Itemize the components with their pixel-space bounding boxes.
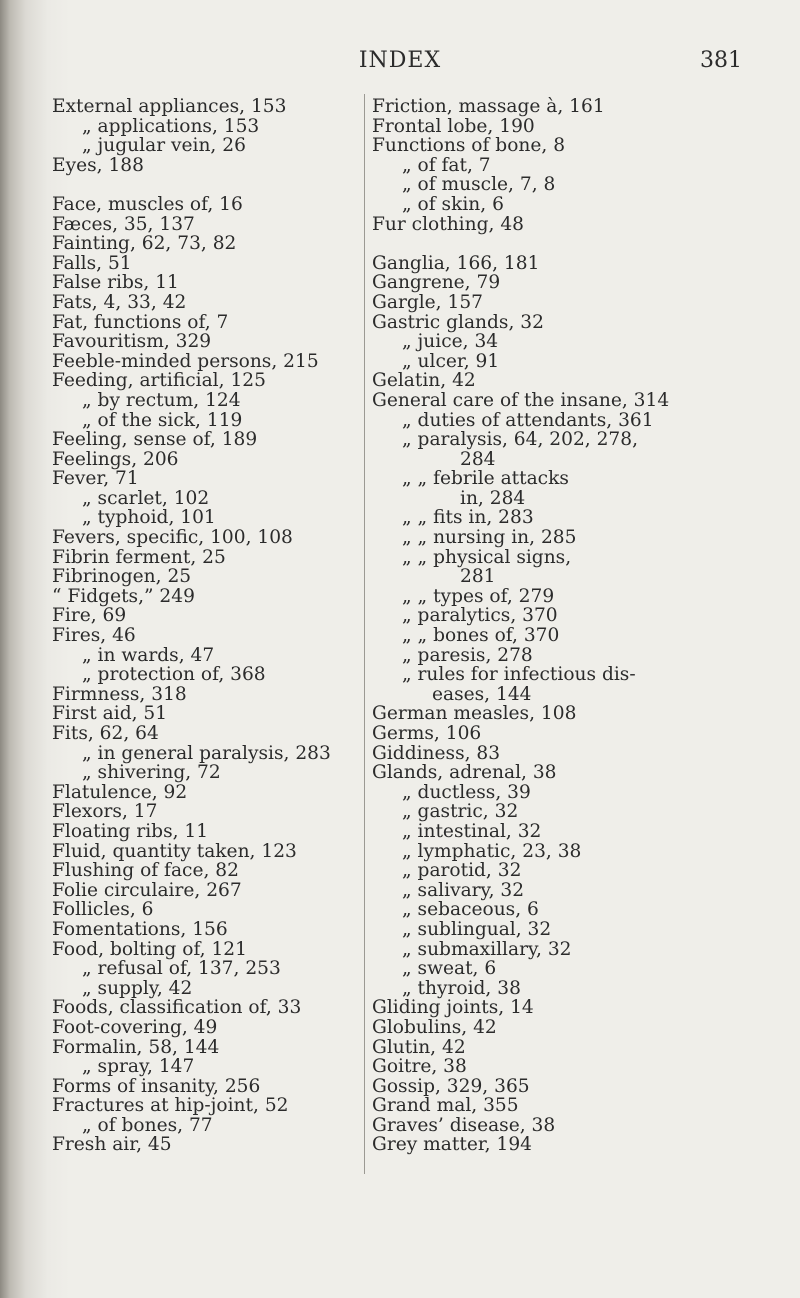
- index-entry: Gargle, 157: [372, 291, 483, 313]
- index-entry: Fevers, specific, 100, 108: [52, 527, 293, 549]
- index-entry: Flushing of face, 82: [52, 860, 239, 882]
- index-entry: Glands, adrenal, 38: [372, 762, 557, 784]
- index-subentry: „ supply, 42: [82, 977, 193, 999]
- index-entry: Fibrinogen, 25: [52, 566, 192, 588]
- index-subentry: „ of muscle, 7, 8: [402, 174, 556, 196]
- index-subentry: „ of bones, 77: [82, 1114, 213, 1136]
- index-subentry: „ scarlet, 102: [82, 487, 210, 509]
- index-entry: Fæces, 35, 137: [52, 213, 195, 235]
- index-entry: Fibrin ferment, 25: [52, 546, 226, 568]
- index-entry: Fainting, 62, 73, 82: [52, 233, 237, 255]
- index-entry: Foot-covering, 49: [52, 1016, 218, 1038]
- page-number: 381: [700, 48, 742, 73]
- index-subentry: „ protection of, 368: [82, 664, 266, 686]
- index-subentry: „ „ febrile attacks: [402, 468, 569, 490]
- index-subentry: „ of the sick, 119: [82, 409, 243, 431]
- index-subentry: „ juice, 34: [402, 331, 499, 353]
- index-entry: Follicles, 6: [52, 899, 154, 921]
- index-subentry: „ shivering, 72: [82, 762, 221, 784]
- index-subentry: „ spray, 147: [82, 1056, 195, 1078]
- index-entry: Flatulence, 92: [52, 781, 188, 803]
- index-entry: Forms of insanity, 256: [52, 1075, 261, 1097]
- index-entry: False ribs, 11: [52, 272, 179, 294]
- index-entry: Fluid, quantity taken, 123: [52, 840, 297, 862]
- index-entry: Food, bolting of, 121: [52, 938, 247, 960]
- index-entry: Fits, 62, 64: [52, 723, 159, 744]
- index-entry: Germs, 106: [372, 723, 482, 744]
- index-continuation: eases, 144: [432, 683, 532, 705]
- index-subentry: „ paralysis, 64, 202, 278,: [402, 429, 638, 451]
- index-subentry: „ submaxillary, 32: [402, 938, 572, 960]
- index-subentry: „ salivary, 32: [402, 879, 525, 901]
- index-entry: Feeling, sense of, 189: [52, 429, 258, 451]
- index-continuation: 284: [460, 448, 496, 470]
- index-entry: Gelatin, 42: [372, 370, 476, 392]
- index-entry: Gangrene, 79: [372, 272, 501, 294]
- index-subentry: „ sublingual, 32: [402, 918, 552, 940]
- index-entry: Grand mal, 355: [372, 1095, 519, 1117]
- index-entry: Goitre, 38: [372, 1056, 467, 1078]
- index-subentry: „ of skin, 6: [402, 193, 504, 215]
- index-subentry: „ „ physical signs,: [402, 546, 572, 568]
- index-subentry: „ sweat, 6: [402, 958, 497, 980]
- index-subentry: „ „ fits in, 283: [402, 507, 534, 529]
- index-entry: Grey matter, 194: [372, 1134, 532, 1156]
- index-column-right: [372, 97, 752, 1155]
- index-entry: Fat, functions of, 7: [52, 311, 229, 333]
- index-entry: Ganglia, 166, 181: [372, 252, 540, 274]
- index-subentry: „ sebaceous, 6: [402, 899, 539, 921]
- index-continuation: 281: [460, 566, 496, 588]
- index-subentry: „ refusal of, 137, 253: [82, 958, 281, 980]
- index-subentry: „ duties of attendants, 361: [402, 409, 654, 431]
- index-entry: Fresh air, 45: [52, 1134, 172, 1156]
- index-subentry: „ „ nursing in, 285: [402, 527, 577, 549]
- index-subentry: „ in general paralysis, 283: [82, 742, 331, 764]
- index-subentry: „ ulcer, 91: [402, 350, 500, 372]
- index-entry: Firmness, 318: [52, 683, 187, 705]
- index-entry: Folie circulaire, 267: [52, 879, 242, 901]
- index-entry: Gossip, 329, 365: [372, 1075, 530, 1097]
- index-subentry: „ parotid, 32: [402, 860, 522, 882]
- index-entry: Falls, 51: [52, 252, 132, 274]
- index-entry: Feeding, artificial, 125: [52, 370, 266, 392]
- index-subentry: „ thyroid, 38: [402, 977, 521, 999]
- index-column-left: [52, 97, 352, 1155]
- index-entry: Feeble-minded persons, 215: [52, 350, 319, 372]
- index-entry: Fomentations, 156: [52, 918, 228, 940]
- section-gap: [372, 234, 752, 254]
- index-entry: Graves’ disease, 38: [372, 1114, 556, 1136]
- index-entry: Giddiness, 83: [372, 742, 501, 764]
- index-entry: Fats, 4, 33, 42: [52, 291, 187, 313]
- index-entry: General care of the insane, 314: [372, 389, 670, 411]
- index-entry: Flexors, 17: [52, 801, 158, 823]
- index-entry: External appliances, 153: [52, 96, 287, 117]
- index-entry: Fever, 71: [52, 468, 139, 490]
- index-entry: Friction, massage à, 161: [372, 96, 605, 117]
- index-subentry: „ „ bones of, 370: [402, 625, 560, 647]
- index-entry: Foods, classification of, 33: [52, 997, 302, 1019]
- index-entry: Globulins, 42: [372, 1016, 497, 1038]
- index-entry: First aid, 51: [52, 703, 168, 725]
- index-subentry: „ „ types of, 279: [402, 585, 555, 607]
- index-subentry: „ by rectum, 124: [82, 389, 241, 411]
- page-header: [0, 48, 800, 78]
- index-entry: Gliding joints, 14: [372, 997, 534, 1019]
- column-divider: [364, 94, 365, 1174]
- index-entry: Favouritism, 329: [52, 331, 212, 353]
- page-title: INDEX: [358, 48, 442, 73]
- index-subentry: „ of fat, 7: [402, 154, 491, 176]
- index-subentry: „ in wards, 47: [82, 644, 215, 666]
- index-subentry: „ paralytics, 370: [402, 605, 558, 627]
- index-entry: Formalin, 58, 144: [52, 1036, 220, 1058]
- index-entry: Fire, 69: [52, 605, 127, 627]
- index-entry: Fractures at hip-joint, 52: [52, 1095, 289, 1117]
- index-entry: Face, muscles of, 16: [52, 193, 243, 215]
- index-entry: Eyes, 188: [52, 154, 144, 176]
- index-entry: Fur clothing, 48: [372, 213, 524, 235]
- index-entry: Floating ribs, 11: [52, 820, 209, 842]
- index-entry: Frontal lobe, 190: [372, 115, 535, 137]
- index-subentry: „ lymphatic, 23, 38: [402, 840, 582, 862]
- index-entry: Functions of bone, 8: [372, 135, 566, 157]
- index-entry: Feelings, 206: [52, 448, 179, 470]
- index-entry: German measles, 108: [372, 703, 577, 725]
- index-subentry: „ intestinal, 32: [402, 820, 542, 842]
- index-entry: Gastric glands, 32: [372, 311, 544, 333]
- index-entry: Glutin, 42: [372, 1036, 466, 1058]
- index-subentry: „ rules for infectious dis-: [402, 664, 636, 686]
- index-entry: “ Fidgets,” 249: [52, 585, 195, 607]
- index-entry: Fires, 46: [52, 625, 136, 647]
- index-subentry: „ applications, 153: [82, 115, 260, 137]
- index-continuation: in, 284: [460, 487, 526, 509]
- index-subentry: „ ductless, 39: [402, 781, 531, 803]
- index-subentry: „ typhoid, 101: [82, 507, 216, 529]
- index-subentry: „ paresis, 278: [402, 644, 533, 666]
- index-subentry: „ gastric, 32: [402, 801, 519, 823]
- index-subentry: „ jugular vein, 26: [82, 135, 246, 157]
- section-gap: [52, 175, 352, 195]
